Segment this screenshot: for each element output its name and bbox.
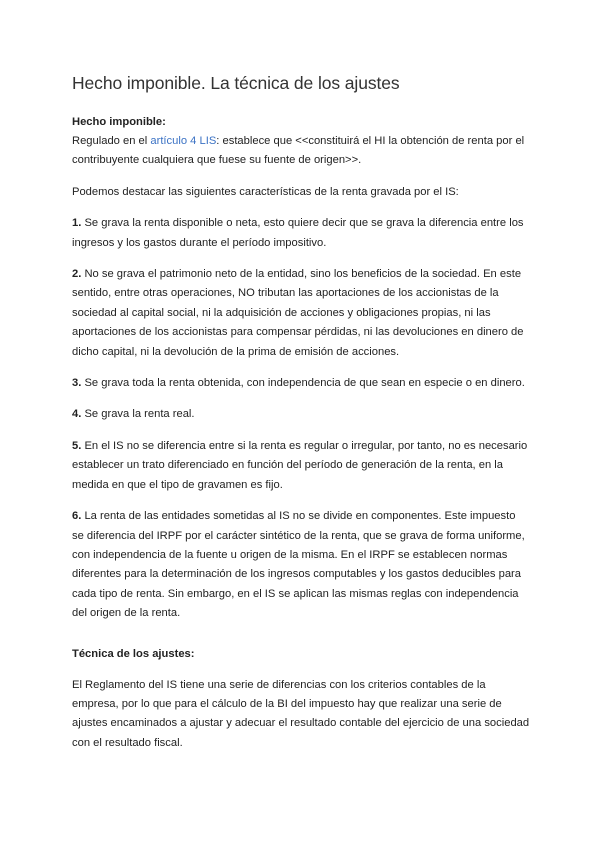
list-item — [72, 374, 530, 393]
section-spacer — [72, 636, 530, 645]
list-item — [72, 265, 530, 362]
item-text: No se grava el patrimonio neto de la entidad, sino los beneficios de la sociedad. En este sentido, entre otras operaciones, NO tributan las aportaciones de los accionistas de la sociedad al capital social, ni la adquisición de acciones y obligaciones propias, ni las aportaciones de los accionistas para compensar pérdidas, ni las devoluciones en dinero de dicho capital, ni la devolución de la prima de emisión de acciones. — [72, 268, 524, 358]
articulo-4-lis-link[interactable]: artículo 4 LIS — [150, 135, 217, 147]
item-number: 5. — [72, 439, 82, 452]
intro-suffix: : establece que <<constituirá el HI la obtención de renta por el contribuyente cualquiera que fuese su fuente de origen>>. — [72, 135, 525, 167]
item-text: Se grava la renta real. — [81, 408, 195, 421]
item-text: Se grava la renta disponible o neta, esto quiere decir que se grava la diferencia entre los ingresos y los gastos durante el período impositivo. — [72, 217, 524, 249]
intro-paragraph — [72, 132, 530, 171]
ajustes-paragraph: El Reglamento del IS tiene una serie de diferencias con los criterios contables de la empresa, por lo que para el cálculo de la BI del impuesto hay que realizar una serie de ajustes encaminados a ajustar y adecuar el resultado contable del ejercicio de una sociedad con el resultado fiscal. — [72, 678, 530, 749]
item-number: 4. — [72, 408, 82, 421]
list-item — [72, 437, 530, 495]
item-text: La renta de las entidades sometidas al IS no se divide en componentes. Este impuesto se diferencia del IRPF por el carácter sintético de la renta, que se grava de forma uniforme, con independencia de la fuente u origen de la misma. En el IRPF se establecen normas diferentes para la determinación de los ingresos computables y los gastos deducibles para cada tipo de renta. Sin embargo, en el IS se aplican las mismas reglas con independencia del origen de la renta. — [72, 510, 525, 620]
list-item — [72, 507, 530, 623]
item-text: En el IS no se diferencia entre si la renta es regular o irregular, por tanto, no es necesario establecer un trato diferenciado en función del período de generación de la renta, en la medida en que el tipo de gravamen es fijo. — [72, 439, 528, 491]
item-number: 6. — [72, 510, 82, 523]
section-heading-hecho-imponible: Hecho imponible: — [72, 116, 166, 128]
lead-paragraph: Podemos destacar las siguientes características de la renta gravada por el IS: — [72, 185, 459, 198]
document-page — [72, 71, 530, 765]
item-number: 1. — [72, 217, 82, 230]
page-title: Hecho imponible. La técnica de los ajustes — [72, 73, 400, 93]
list-item — [72, 214, 530, 253]
intro-prefix: Regulado en el — [72, 135, 151, 147]
item-number: 2. — [72, 268, 82, 281]
list-item — [72, 405, 530, 424]
item-number: 3. — [72, 377, 82, 390]
item-text: Se grava toda la renta obtenida, con independencia de que sean en especie o en dinero. — [81, 377, 525, 390]
section-heading-tecnica-ajustes: Técnica de los ajustes: — [72, 647, 195, 660]
